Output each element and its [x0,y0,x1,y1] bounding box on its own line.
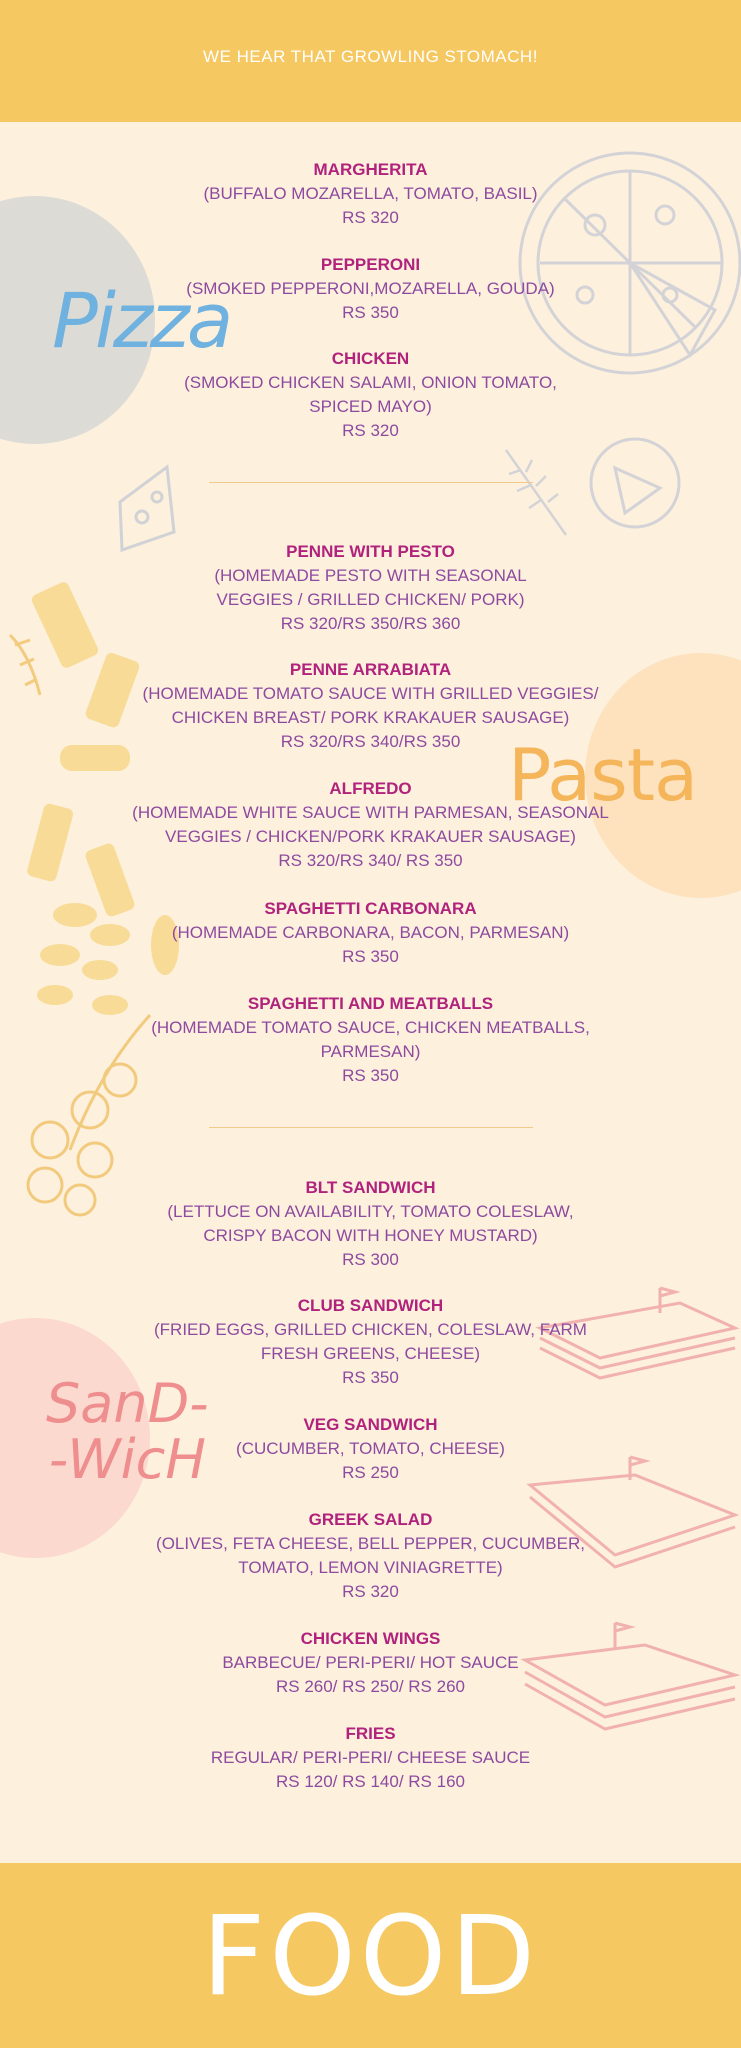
item-description: (CUCUMBER, TOMATO, CHEESE) [236,1439,505,1458]
item-description: (FRIED EGGS, GRILLED CHICKEN, COLESLAW, FARM FRESH GREENS, CHEESE) [154,1320,587,1363]
menu-item-chicken [170,347,571,443]
menu-item-pepperoni [100,253,641,325]
item-price: RS 250 [342,1463,399,1482]
item-description: (HOMEMADE TOMATO SAUCE, CHICKEN MEATBALLS, PARMESAN) [151,1018,590,1061]
menu-item-greek-salad [155,1508,586,1604]
item-name: PENNE ARRABIATA [289,660,452,679]
sandwich-label-line1: SanD- [46,1372,209,1435]
menu-item-club-sandwich [150,1294,591,1390]
item-description: (BUFFALO MOZARELLA, TOMATO, BASIL) [203,184,538,203]
item-price: RS 350 [342,947,399,966]
item-name: GREEK SALAD [308,1510,433,1529]
item-name: ALFREDO [329,779,412,798]
item-description: (SMOKED CHICKEN SALAMI, ONION TOMATO, SPICED MAYO) [184,373,557,416]
item-price: RS 350 [342,303,399,322]
item-price: RS 320 [342,421,399,440]
sandwich-label-line2: -WicH [48,1428,206,1491]
item-description: (LETTUCE ON AVAILABILITY, TOMATO COLESLAW, CRISPY BACON WITH HONEY MUSTARD) [167,1202,574,1245]
cheese-icon [112,462,182,557]
item-name: CHICKEN [331,349,410,368]
menu-item-spaghetti-carbonara [100,897,641,969]
item-price: RS 350 [342,1368,399,1387]
tomato-vine-icon [10,1010,160,1220]
item-name: SPAGHETTI AND MEATBALLS [247,994,494,1013]
item-name: PEPPERONI [320,255,421,274]
item-name: FRIES [345,1724,396,1743]
item-name: VEG SANDWICH [303,1415,438,1434]
pasta-section-label: Pasta [508,733,698,817]
item-name: PENNE WITH PESTO [286,542,455,561]
menu-item-fries [100,1722,641,1794]
menu-item-margherita [100,158,641,230]
item-description: BARBECUE/ PERI-PERI/ HOT SAUCE [222,1653,519,1672]
item-name: CHICKEN WINGS [300,1629,441,1648]
item-price: RS 260/ RS 250/ RS 260 [275,1677,465,1696]
menu-item-veg-sandwich [100,1413,641,1485]
item-price: RS 320/RS 340/RS 350 [280,732,461,751]
menu-item-alfredo [115,777,626,873]
item-description: (OLIVES, FETA CHEESE, BELL PEPPER, CUCUMBER, TOMATO, LEMON VINIAGRETTE) [156,1534,585,1577]
herb-icon [496,440,576,540]
footer-title: FOOD [201,1891,540,2020]
item-name: CLUB SANDWICH [297,1296,444,1315]
header-tagline: WE HEAR THAT GROWLING STOMACH! [203,47,538,66]
item-name: SPAGHETTI CARBONARA [264,899,477,918]
item-price: RS 320 [342,208,399,227]
item-price: RS 320 [342,1582,399,1601]
item-price: RS 350 [342,1066,399,1085]
item-description: (HOMEMADE TOMATO SAUCE WITH GRILLED VEGGIES/ CHICKEN BREAST/ PORK KRAKAUER SAUSAGE) [142,684,599,727]
item-description: (HOMEMADE CARBONARA, BACON, PARMESAN) [171,923,570,942]
pizza-slice-icon [585,433,685,533]
section-divider [209,1127,533,1128]
item-name: MARGHERITA [313,160,428,179]
item-description: REGULAR/ PERI-PERI/ CHEESE SAUCE [210,1748,531,1767]
item-price: RS 300 [342,1250,399,1269]
menu-item-chicken-wings [100,1627,641,1699]
item-description: (SMOKED PEPPERONI,MOZARELLA, GOUDA) [186,279,555,298]
header-band [0,0,741,122]
item-name: BLT SANDWICH [305,1178,436,1197]
menu-item-blt-sandwich [150,1176,591,1272]
menu-item-spaghetti-meatballs [140,992,601,1088]
item-price: RS 320/RS 340/ RS 350 [278,851,463,870]
menu-item-penne-pesto [190,540,551,636]
item-description: (HOMEMADE PESTO WITH SEASONAL VEGGIES / GRILLED CHICKEN/ PORK) [214,566,527,609]
item-price: RS 120/ RS 140/ RS 160 [275,1772,465,1791]
pizza-section-label: Pizza [52,276,231,365]
menu-item-penne-arrabiata [125,658,616,754]
item-description: (HOMEMADE WHITE SAUCE WITH PARMESAN, SEASONAL VEGGIES / CHICKEN/PORK KRAKAUER SAUSAGE) [132,803,609,846]
footer-band [0,1863,741,2048]
section-divider [209,482,533,483]
item-price: RS 320/RS 350/RS 360 [280,614,461,633]
